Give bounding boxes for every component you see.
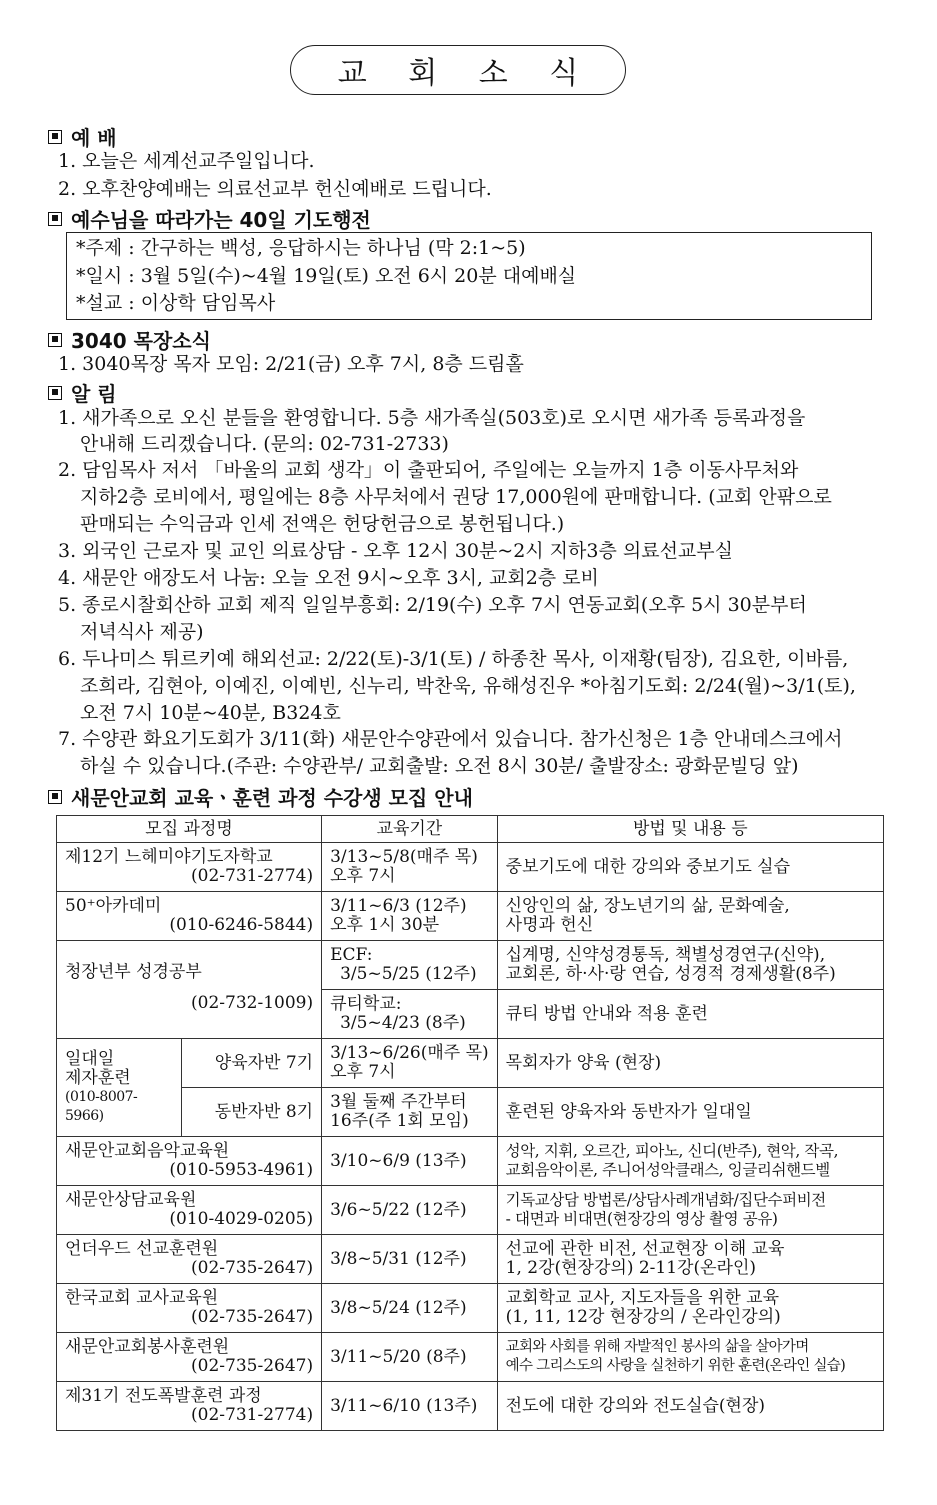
section-heading-pastoral	[48, 325, 211, 354]
notice-line: 6. 두나미스 튀르키예 해외선교: 2/22(토)-3/1(토) / 하종찬 목사, 이재황(팀장), 김요한, 이바름,	[58, 648, 849, 670]
period-line: 3/11~6/3 (12주)	[330, 896, 467, 916]
course-name: 한국교회 교사교육원	[65, 1288, 219, 1308]
period-line: 오후 7시	[330, 1062, 396, 1082]
course-description	[497, 1186, 883, 1235]
desc-line: 목회자가 양육 (현장)	[505, 1052, 662, 1073]
notice-line: 7. 수양관 화요기도회가 3/11(화) 새문안수양관에서 있습니다. 참가신청은 1층 안내데스크에서	[58, 728, 843, 750]
table-row	[57, 843, 884, 892]
table-row	[57, 1382, 884, 1431]
heading-text: 새문안교회 교육ㆍ훈련 과정 수강생 모집 안내	[71, 786, 473, 810]
course-name: 언더우드 선교훈련원	[65, 1239, 219, 1259]
notice-line: 조희라, 김현아, 이예진, 이예빈, 신누리, 박찬욱, 유해성진우 *아침기도회: 2/24(월)~3/1(토),	[80, 675, 856, 697]
course-period	[322, 990, 498, 1039]
course-period	[322, 941, 498, 990]
notice-line: 하실 수 있습니다.(주관: 수양관부/ 교회출발: 오전 8시 30분/ 출발장소: 광화문빌딩 앞)	[80, 755, 799, 777]
course-phone: (010-6246-5844)	[169, 915, 314, 935]
course-description	[497, 990, 883, 1039]
course-description	[497, 1039, 883, 1088]
desc-line: 중보기도에 대한 강의와 중보기도 실습	[505, 856, 791, 877]
pastoral-item-1: 1. 3040목장 목자 모임: 2/21(금) 오후 7시, 8층 드림홀	[58, 353, 524, 375]
course-name: 청장년부 성경공부	[65, 962, 202, 982]
course-name-cell	[57, 1186, 322, 1235]
desc-line: 큐티 방법 안내와 적용 훈련	[505, 1003, 708, 1024]
course-period: 3/8~5/24 (12주)	[322, 1284, 498, 1333]
course-period: 3/11~6/10 (13주)	[322, 1382, 498, 1431]
notice-line: 지하2층 로비에서, 평일에는 8층 사무처에서 권당 17,000원에 판매합니다. (교회 안팎으로	[80, 486, 832, 508]
bullet-square-icon	[48, 386, 62, 400]
course-phone: (02-731-2774)	[191, 866, 314, 886]
desc-line: 교회학교 교사, 지도자들을 위한 교육	[505, 1288, 779, 1308]
course-description	[497, 1382, 883, 1431]
desc-line: 예수 그리스도의 사랑을 실천하기 위한 훈련(온라인 실습)	[505, 1358, 846, 1374]
course-description	[497, 1333, 883, 1382]
heading-text: 예 배	[71, 126, 117, 150]
notice-line: 오전 7시 10분~40분, B324호	[80, 702, 341, 724]
bullet-square-icon	[48, 333, 62, 347]
period-line: 16주(주 1회 모임)	[330, 1111, 469, 1131]
course-description	[497, 1137, 883, 1186]
table-row	[57, 892, 884, 941]
course-name: 제자훈련	[65, 1067, 131, 1088]
course-period: 3/6~5/22 (12주)	[322, 1186, 498, 1235]
prayer-preacher: *설교 : 이상학 담임목사	[76, 292, 276, 314]
bullet-square-icon	[48, 130, 62, 144]
desc-line: (1, 11, 12강 현장강의 / 온라인강의)	[505, 1307, 781, 1327]
page-title: 교 회 소 식	[290, 45, 626, 95]
period-line: 오후 1시 30분	[330, 915, 440, 935]
heading-text: 예수님을 따라가는 40일 기도행전	[71, 208, 371, 232]
worship-item-1: 1. 오늘은 세계선교주일입니다.	[58, 150, 315, 172]
course-description	[497, 1235, 883, 1284]
course-phone: (02-731-2774)	[191, 1405, 314, 1425]
course-name-cell	[57, 1333, 322, 1382]
table-row	[57, 941, 884, 990]
course-period	[322, 1088, 498, 1137]
desc-line: 전도에 대한 강의와 전도실습(현장)	[505, 1395, 766, 1416]
notice-line: 저녁식사 제공)	[80, 621, 204, 643]
notice-line: 1. 새가족으로 오신 분들을 환영합니다. 5층 새가족실(503호)로 오시면 새가족 등록과정을	[58, 407, 806, 429]
section-heading-notices	[48, 378, 117, 407]
course-name-cell	[57, 1137, 322, 1186]
course-name: 일대일	[65, 1048, 115, 1069]
period-line: 오후 7시	[330, 866, 396, 886]
course-name-cell	[57, 1039, 182, 1137]
course-phone: (02-735-2647)	[191, 1258, 314, 1278]
notice-line: 5. 종로시찰회산하 교회 제직 일일부흥회: 2/19(수) 오후 7시 연동교회(오후 5시 30분부터	[58, 594, 807, 616]
course-description	[497, 941, 883, 990]
header-course-name: 모집 과정명	[57, 816, 322, 843]
course-description	[497, 1088, 883, 1137]
course-name-cell	[57, 843, 322, 892]
period-line: 3/13~5/8(매주 목)	[330, 847, 478, 867]
period-line: 3/13~6/26(매주 목)	[330, 1043, 489, 1063]
notice-line: 3. 외국인 근로자 및 교인 의료상담 - 오후 12시 30분~2시 지하3층 의료선교부실	[58, 540, 733, 562]
heading-text: 알 림	[71, 382, 117, 406]
period-line: 3월 둘째 주간부터	[330, 1092, 467, 1112]
course-period	[322, 1039, 498, 1088]
period-line: 3/5~5/25 (12주)	[340, 964, 477, 984]
section-heading-education	[48, 782, 473, 811]
course-name-cell	[57, 892, 322, 941]
course-phone: (010-5953-4961)	[169, 1160, 314, 1180]
notice-line: 안내해 드리겠습니다. (문의: 02-731-2733)	[80, 433, 449, 455]
course-name: 50⁺아카데미	[65, 896, 162, 916]
desc-line: 훈련된 양육자와 동반자가 일대일	[505, 1101, 752, 1122]
course-description	[497, 892, 883, 941]
desc-line: 신앙인의 삶, 장노년기의 삶, 문화예술,	[505, 896, 790, 916]
worship-item-2: 2. 오후찬양예배는 의료선교부 헌신예배로 드립니다.	[58, 178, 492, 200]
section-heading-worship	[48, 122, 117, 151]
course-phone: (02-735-2647)	[191, 1356, 314, 1376]
table-row	[57, 1333, 884, 1382]
course-name: 제31기 전도폭발훈련 과정	[65, 1386, 262, 1406]
education-course-table	[56, 815, 884, 1431]
course-name-cell	[57, 1284, 322, 1333]
course-period: 3/8~5/31 (12주)	[322, 1235, 498, 1284]
bullet-square-icon	[48, 790, 62, 804]
course-period	[322, 843, 498, 892]
course-description	[497, 1284, 883, 1333]
course-phone: (02-735-2647)	[191, 1307, 314, 1327]
prayer-theme: *주제 : 간구하는 백성, 응답하시는 하나님 (막 2:1~5)	[76, 237, 526, 259]
course-name: 새문안상담교육원	[65, 1190, 197, 1210]
desc-line: 1, 2강(현장강의) 2-11강(온라인)	[505, 1258, 757, 1278]
course-name: 제12기 느헤미야기도자학교	[65, 847, 273, 867]
period-line: 큐티학교:	[330, 994, 402, 1014]
table-row	[57, 1235, 884, 1284]
course-phone: (010-8007-5966)	[65, 1088, 138, 1124]
course-name-cell	[57, 1382, 322, 1431]
header-description: 방법 및 내용 등	[497, 816, 883, 843]
period-line: ECF:	[330, 945, 373, 965]
heading-text: 3040 목장소식	[71, 329, 211, 353]
desc-line: - 대면과 비대면(현장강의 영상 촬영 공유)	[505, 1210, 778, 1228]
course-name: 새문안교회음악교육원	[65, 1141, 230, 1161]
desc-line: 사명과 헌신	[505, 915, 594, 935]
desc-line: 교회음악이론, 주니어성악클래스, 잉글리쉬핸드벨	[505, 1161, 830, 1179]
notice-line: 2. 담임목사 저서 「바울의 교회 생각」이 출판되어, 주일에는 오늘까지 1층 이동사무처와	[58, 459, 799, 481]
header-period: 교육기간	[322, 816, 498, 843]
desc-line: 십계명, 신약성경통독, 책별성경연구(신약),	[505, 945, 826, 965]
desc-line: 교회와 사회를 위해 자발적인 봉사의 삶을 살아가며	[505, 1339, 809, 1355]
desc-line: 기독교상담 방법론/상담사례개념화/집단수퍼비전	[505, 1191, 826, 1209]
bullet-square-icon	[48, 212, 62, 226]
course-description	[497, 843, 883, 892]
table-header-row	[57, 816, 884, 843]
table-row	[57, 1137, 884, 1186]
desc-line: 교회론, 하·사·랑 연습, 성경적 경제생활(8주)	[505, 964, 836, 984]
desc-line: 성악, 지휘, 오르간, 피아노, 신디(반주), 현악, 작곡,	[505, 1142, 839, 1160]
course-period: 3/10~6/9 (13주)	[322, 1137, 498, 1186]
prayer-info-box	[66, 232, 872, 320]
period-line: 3/5~4/23 (8주)	[340, 1013, 466, 1033]
sub-course-name: 동반자반 8기	[182, 1088, 322, 1137]
course-name: 새문안교회봉사훈련원	[65, 1337, 230, 1357]
course-phone: (010-4029-0205)	[169, 1209, 314, 1229]
notice-line: 4. 새문안 애장도서 나눔: 오늘 오전 9시~오후 3시, 교회2층 로비	[58, 567, 599, 589]
notice-line: 판매되는 수익금과 인세 전액은 헌당헌금으로 봉헌됩니다.)	[80, 513, 565, 535]
course-name-cell	[57, 1235, 322, 1284]
course-period	[322, 892, 498, 941]
table-row	[57, 1186, 884, 1235]
sub-course-name: 양육자반 7기	[182, 1039, 322, 1088]
prayer-schedule: *일시 : 3월 5일(수)~4월 19일(토) 오전 6시 20분 대예배실	[76, 264, 577, 287]
course-name-cell	[57, 941, 322, 1039]
course-phone: (02-732-1009)	[191, 993, 314, 1013]
desc-line: 선교에 관한 비전, 선교현장 이해 교육	[505, 1239, 785, 1259]
table-row	[57, 1284, 884, 1333]
table-row	[57, 1039, 884, 1088]
course-period: 3/11~5/20 (8주)	[322, 1333, 498, 1382]
section-heading-prayer	[48, 204, 371, 233]
